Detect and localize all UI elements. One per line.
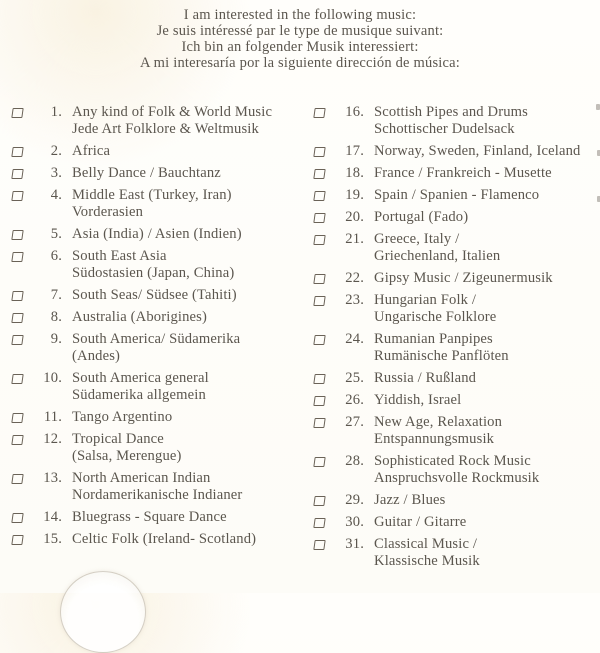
checklist-item [312,231,598,265]
item-label: Asia (India) / Asien (Indien) [72,226,242,242]
item-number: 22. [345,270,364,286]
checkbox-icon[interactable] [313,374,325,384]
item-label: Greece, Italy / Griechenland, Italien [374,231,501,264]
item-number: 27. [345,414,364,430]
item-number: 9. [50,331,62,347]
scan-speck [596,104,600,110]
checkbox-icon[interactable] [11,147,23,157]
checklist-item [10,248,306,282]
item-number: 18. [345,165,364,181]
checklist-item [312,292,598,326]
checkbox-icon[interactable] [313,108,325,118]
item-label: Africa [72,143,111,159]
checklist-item [312,165,598,182]
header-line-german: Ich bin an folgender Musik interessiert: [181,38,419,55]
checkbox-icon[interactable] [313,496,325,506]
item-label: Portugal (Fado) [374,209,469,225]
item-number: 14. [43,509,62,525]
checklist-item [312,453,598,487]
item-number: 29. [345,492,364,508]
checkbox-icon[interactable] [313,396,325,406]
item-number: 3. [50,165,62,181]
item-label: Jazz / Blues [374,492,446,508]
checklist-item [10,104,306,138]
item-label: Tropical Dance (Salsa, Merengue) [72,431,182,464]
item-number: 28. [345,453,364,469]
item-number: 12. [43,431,62,447]
item-label: Spain / Spanien - Flamenco [374,187,540,203]
cd-hub-watermark [60,571,146,653]
checkbox-icon[interactable] [11,513,23,523]
item-number: 26. [345,392,364,408]
item-label: North American Indian Nordamerikanische Indianer [72,470,243,503]
item-number: 20. [345,209,364,225]
item-number: 23. [345,292,364,308]
checklist-item [312,209,598,226]
item-label: Yiddish, Israel [374,392,462,408]
item-number: 21. [345,231,364,247]
item-label: Classical Music / Klassische Musik [374,536,480,569]
item-number: 2. [50,143,62,159]
checklist-item [312,331,598,365]
item-label: Guitar / Gitarre [374,514,467,530]
checkbox-icon[interactable] [11,291,23,301]
item-number: 24. [345,331,364,347]
checkbox-icon[interactable] [11,374,23,384]
item-label: Tango Argentino [72,409,173,425]
item-number: 25. [345,370,364,386]
header-line-spanish: A mi interesaría por la siguiente dirección de música: [139,54,461,71]
item-label: France / Frankreich - Musette [374,165,552,181]
checkbox-icon[interactable] [11,413,23,423]
checkbox-icon[interactable] [313,457,325,467]
checkbox-icon[interactable] [11,474,23,484]
item-number: 4. [50,187,62,203]
checkbox-icon[interactable] [313,235,325,245]
checkbox-icon[interactable] [11,252,23,262]
item-label: Gipsy Music / Zigeunermusik [374,270,553,286]
checklist-item [10,309,306,326]
checkbox-icon[interactable] [313,518,325,528]
item-label: Belly Dance / Bauchtanz [72,165,221,181]
checkbox-icon[interactable] [11,230,23,240]
header-line-french: Je suis intéressé par le type de musique suivant: [156,22,444,39]
checklist-item [10,470,306,504]
checklist-item [10,331,306,365]
item-label: South East Asia Südostasien (Japan, China) [72,248,235,281]
checklist-item [10,165,306,182]
checklist-item [312,414,598,448]
item-label: Norway, Sweden, Finland, Iceland [374,143,581,159]
checklist-item [10,509,306,526]
item-number: 6. [50,248,62,264]
checklist-item [10,409,306,426]
item-number: 7. [50,287,62,303]
checklist-item [312,187,598,204]
checklist-item [10,431,306,465]
checklist-right-column [312,104,598,575]
checklist-item [10,370,306,404]
checkbox-icon[interactable] [313,540,325,550]
item-number: 11. [43,409,62,425]
checkbox-icon[interactable] [11,535,23,545]
item-number: 13. [43,470,62,486]
header-line-english: I am interested in the following music: [183,7,417,23]
item-label: New Age, Relaxation Entspannungsmusik [374,414,503,447]
item-label: South Seas/ Südsee (Tahiti) [72,287,237,303]
checklist-item [312,492,598,509]
item-label: Middle East (Turkey, Iran) Vorderasien [72,187,232,220]
checklist-item [10,226,306,243]
checklist-item [312,104,598,138]
checkbox-icon[interactable] [11,335,23,345]
checklist-item [10,187,306,221]
item-label: Any kind of Folk & World Music Jede Art Folklore & Weltmusik [72,104,273,137]
item-label: Bluegrass - Square Dance [72,509,227,525]
checkbox-icon[interactable] [313,335,325,345]
checkbox-icon[interactable] [11,191,23,201]
item-label: South America general Südamerika allgemein [72,370,209,403]
checklist-item [312,270,598,287]
item-label: Celtic Folk (Ireland- Scotland) [72,531,257,547]
checkbox-icon[interactable] [11,435,23,445]
checkbox-icon[interactable] [313,147,325,157]
item-number: 15. [43,531,62,547]
item-number: 1. [50,104,62,120]
checkbox-icon[interactable] [11,108,23,118]
item-number: 30. [345,514,364,530]
item-number: 8. [50,309,62,325]
checkbox-icon[interactable] [313,274,325,284]
checklist-item [10,287,306,304]
checklist-item [312,143,598,160]
checkbox-icon[interactable] [313,418,325,428]
checklist-item [10,143,306,160]
item-number: 16. [345,104,364,120]
checkbox-icon[interactable] [313,296,325,306]
item-label: Russia / Rußland [374,370,477,386]
checklist-item [10,531,306,548]
item-number: 19. [345,187,364,203]
item-number: 10. [43,370,62,386]
checklist-item [312,514,598,531]
checkbox-icon[interactable] [11,313,23,323]
survey-header [0,8,600,72]
item-label: South America/ Südamerika (Andes) [72,331,241,364]
checklist-item [312,370,598,387]
item-number: 17. [345,143,364,159]
item-label: Rumanian Panpipes Rumänische Panflöten [374,331,509,364]
checkbox-icon[interactable] [11,169,23,179]
checkbox-icon[interactable] [313,191,325,201]
checkbox-icon[interactable] [313,169,325,179]
checkbox-icon[interactable] [313,213,325,223]
item-number: 31. [345,536,364,552]
item-label: Hungarian Folk / Ungarische Folklore [374,292,497,325]
item-label: Australia (Aborigines) [72,309,208,325]
checklist-item [312,536,598,570]
item-label: Sophisticated Rock Music Anspruchsvolle Rockmusik [374,453,540,486]
checklist-left-column [10,104,306,553]
checklist-item [312,392,598,409]
item-label: Scottish Pipes and Drums Schottischer Dudelsack [374,104,528,137]
item-number: 5. [50,226,62,242]
